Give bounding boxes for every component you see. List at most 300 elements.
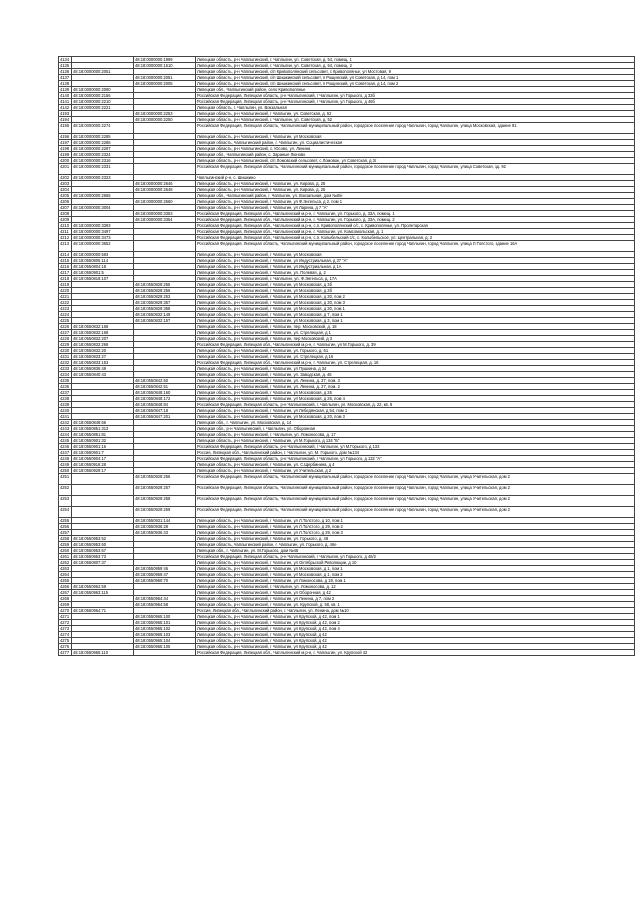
cadastral-number-cell: 48:18:0550962:59 (72, 584, 134, 590)
cadastral-number-cell: 48:18:0000000:2285 (72, 134, 134, 140)
cadastral-number-cell: 48:18:0550964:71 (72, 608, 134, 614)
row-number-cell: 4236 (59, 384, 72, 390)
address-cell: Липецкая область, р-н Чаплыгинский, г Чаплыгин, ул Ленина, д 7, пом 2 (196, 596, 635, 602)
row-number-cell: 4262 (59, 560, 72, 566)
row-number-cell: 4237 (59, 390, 72, 396)
row-number-cell: 4135 (59, 63, 72, 69)
related-cadastral-cell: 48:18:0550960:70 (134, 578, 196, 584)
row-number-cell: 4224 (59, 312, 72, 318)
related-cadastral-cell: 48:18:0550929:258 (134, 496, 196, 507)
row-number-cell: 4272 (59, 620, 72, 626)
address-cell: Липецкая область, р-н Чаплыгинский, г. Чаплыгин, ул. Советская, д. 52 (196, 117, 635, 123)
row-number-cell: 4266 (59, 584, 72, 590)
address-cell: Липецкая область, р-н Чаплыгинский, с/п Шишкинский сельсовет, п Рощинский, ул Советская, д 14, пом 2 (196, 81, 635, 87)
address-cell: Липецкая обл., р-н Чаплыгинский, г. Чаплыгин, ул. Оборонная (196, 426, 635, 432)
row-number-cell: 4221 (59, 294, 72, 300)
cadastral-number-cell: 48:18:0550832:20 (72, 348, 134, 354)
row-number-cell: 4242 (59, 420, 72, 426)
address-cell: Липецкая область, р-н Чаплыгинский, г Чаплыгин, ул Московская, д 3, пом 1 (196, 318, 635, 324)
address-cell: Липецкая область, р-н Чаплыгинский, г Чаплыгин, ул Индустриальная, д 1А (196, 264, 635, 270)
address-cell: Липецкая область, р-н Чаплыгинский, г Чаплыгин, ул Ф.Энгельса, д 2, пом 1 (196, 199, 635, 205)
row-number-cell: 4211 (59, 229, 72, 235)
related-cadastral-cell: 48:18:0550847:18 (134, 408, 196, 414)
row-number-cell: 4260 (59, 548, 72, 554)
row-number-cell: 4270 (59, 608, 72, 614)
related-cadastral-cell (134, 123, 196, 134)
row-number-cell: 4226 (59, 324, 72, 330)
cadastral-number-cell: 48:18:0000000:2286 (72, 140, 134, 146)
cadastral-number-cell: 48:18:0550851:313 (72, 426, 134, 432)
cadastral-number-cell: 48:18:0000000:3004 (72, 205, 134, 211)
row-number-cell: 4256 (59, 524, 72, 530)
document-sheet (58, 56, 628, 656)
address-cell: Липецкая область, р-н Чаплыгинский, г Чаплыгин, ул Московская, д 30, пом 2 (196, 294, 635, 300)
related-cadastral-cell: 48:18:0000000:2660 (134, 199, 196, 205)
address-cell: Липецкая область, р-н Чаплыгинский, г. Чаплыгин, ул. Ломоносова, д. 12 (196, 584, 635, 590)
cadastral-number-cell: 48:18:0550833:27 (72, 354, 134, 360)
row-number-cell: 4230 (59, 348, 72, 354)
row-number-cell: 4250 (59, 468, 72, 474)
table-row (59, 650, 635, 656)
address-cell: Липецкая обл., Чаплыгинский район, г. Чаплыгин, ул. Вокзальная, дом №8/н (196, 193, 635, 199)
row-number-cell: 4232 (59, 360, 72, 366)
related-cadastral-cell: 48:18:0550965:105 (134, 644, 196, 650)
related-cadastral-cell: 48:18:0550829:255 (134, 282, 196, 288)
table-row (59, 474, 635, 485)
row-number-cell: 4222 (59, 300, 72, 306)
row-number-cell: 4217 (59, 270, 72, 276)
row-number-cell: 4274 (59, 632, 72, 638)
table-row (59, 485, 635, 496)
row-number-cell: 4255 (59, 518, 72, 524)
row-number-cell: 4271 (59, 614, 72, 620)
cadastral-number-cell: 48:18:0550851:81 (72, 432, 134, 438)
row-number-cell: 4215 (59, 258, 72, 264)
cadastral-number-cell: 48:18:0550848:66 (72, 420, 134, 426)
address-cell: Российская Федерация, Липецкая область, Чаплыгинский муниципальный район, городское поселение город Чаплыгин, город Чаплыгин, улица Учительская, дом 2 (196, 474, 635, 485)
address-cell: Липецкая область, р-н Чаплыгинский, г Чаплыгин, ул Московская, д 30, пом 1 (196, 306, 635, 312)
cadastral-number-cell: 48:18:0550901:16 (72, 444, 134, 450)
address-cell: Липецкая область, р-н Чаплыгинский, г Чаплыгин, ул Октябрьской Революции, д 10 (196, 560, 635, 566)
row-number-cell: 4268 (59, 596, 72, 602)
address-cell: Российская Федерация, Липецкая область, р-н Чаплыгинский, г Чаплыгин, ул Горького, д 33б (196, 93, 635, 99)
address-cell: Российская Федерация, Липецкая обл., Чаплыгинский м.р-н, с.п. Колыбельский с/с, с. Колыбельское, ул. Центральная, д. 2 (196, 235, 635, 241)
row-number-cell: 4197 (59, 140, 72, 146)
address-cell: Липецкая область, Чаплыгинский район, г. Чаплыгин, ул. Горького, д. 46е (196, 542, 635, 548)
row-number-cell: 4198 (59, 146, 72, 152)
related-cadastral-cell: 48:18:0000000:3353 (134, 211, 196, 217)
related-cadastral-cell: 48:18:0000000:2250 (134, 117, 196, 123)
row-number-cell: 4220 (59, 288, 72, 294)
address-cell: Липецкая область, р-н Чаплыгинский, г Чаплыгин, ул. Ленина, д. 27, пом. 2 (196, 384, 635, 390)
cadastral-number-cell: 48:18:0000000:2051 (72, 69, 134, 75)
row-number-cell: 4261 (59, 554, 72, 560)
row-number-cell: 4202 (59, 175, 72, 181)
row-number-cell: 4259 (59, 542, 72, 548)
cadastral-number-cell: 48:18:0550833:153 (72, 360, 134, 366)
related-cadastral-cell: 48:18:0000000:2648 (134, 187, 196, 193)
address-cell: Чаплыгинский р-н, с. Шишкино (196, 175, 635, 181)
row-number-cell: 4233 (59, 366, 72, 372)
cadastral-number-cell: 48:18:0550963:115 (72, 590, 134, 596)
address-cell: Липецкая область, р-н Чаплыгинский, г Чаплыгин, ул Крупской, д 42, пом 4 (196, 626, 635, 632)
row-number-cell: 4245 (59, 438, 72, 444)
row-number-cell: 4209 (59, 217, 72, 223)
related-cadastral-cell: 48:18:0550929:257 (134, 485, 196, 496)
related-cadastral-cell: 48:18:0000000:1510 (134, 63, 196, 69)
address-cell: Липецкая область, р-н Чаплыгинский, г Чаплыгин, ул Крупской, д 42 (196, 638, 635, 644)
related-cadastral-cell: 48:18:0550965:102 (134, 626, 196, 632)
related-cadastral-cell: 48:18:0000000:2051 (134, 75, 196, 81)
related-cadastral-cell: 48:18:0550959:46 (134, 566, 196, 572)
related-cadastral-cell: 48:18:0550965:101 (134, 620, 196, 626)
address-cell: Липецкая область, р-н Чаплыгинский, г Чаплыгин, ул Крупской, д 42 (196, 632, 635, 638)
address-cell: Липецкая область, р-н Чаплыгинский, г Чаплыгин, ул Московская, д 26, пом 4 (196, 396, 635, 402)
cadastral-number-cell (72, 485, 134, 496)
row-number-cell: 4196 (59, 134, 72, 140)
related-cadastral-cell: 48:18:0550965:104 (134, 638, 196, 644)
row-number-cell: 4243 (59, 426, 72, 432)
row-number-cell: 4265 (59, 578, 72, 584)
row-number-cell: 4263 (59, 566, 72, 572)
related-cadastral-cell (134, 650, 196, 656)
address-cell: Липецкая область, р-н Чаплыгинский, г Чаплыгин, ул Л.Толстого, д 10, пом 1 (196, 518, 635, 524)
address-cell: Липецкая область, р-н Чаплыгинский, г Чаплыгин, ул Оборонная, д 42 (196, 590, 635, 596)
row-number-cell: 4216 (59, 264, 72, 270)
address-cell: Липецкая область, р-н Чаплыгинский, г. Чаплыгин, ул. Советская, д. 54, помещ. 2 (196, 63, 635, 69)
row-number-cell: 4214 (59, 252, 72, 258)
row-number-cell: 4231 (59, 354, 72, 360)
related-cadastral-cell: 48:18:0550964:58 (134, 602, 196, 608)
row-number-cell: 4244 (59, 432, 72, 438)
address-cell: Липецкая область, р-н Чаплыгинский, с. Юсово, ул. Ленина (196, 146, 635, 152)
related-cadastral-cell: 48:18:0000000:3354 (134, 217, 196, 223)
cadastral-number-cell: 48:18:0000000:3393 (72, 223, 134, 229)
related-cadastral-cell: 48:18:0550842:51 (134, 384, 196, 390)
cadastral-number-cell (72, 507, 134, 518)
row-number-cell: 4134 (59, 57, 72, 63)
row-number-cell: 4208 (59, 211, 72, 217)
cadastral-number-cell: 48:18:0550953:60 (72, 542, 134, 548)
related-cadastral-cell: 48:18:0550847:201 (134, 414, 196, 420)
row-number-cell: 4228 (59, 336, 72, 342)
related-cadastral-cell: 48:18:0550929:259 (134, 507, 196, 518)
row-number-cell: 4199 (59, 152, 72, 158)
address-cell: Липецкая область, р-н Чаплыгинский, г Чаплыгин, ул. С.Щербинина, д 4 (196, 462, 635, 468)
related-cadastral-cell: 48:18:0550848:160 (134, 390, 196, 396)
related-cadastral-cell: 48:18:0550929:256 (134, 474, 196, 485)
related-cadastral-cell: 48:18:0550829:253 (134, 294, 196, 300)
cadastral-number-cell: 48:18:0000000:2221 (72, 105, 134, 111)
table-row (59, 164, 635, 175)
cadastral-number-cell: 48:18:0550901:5 (72, 270, 134, 276)
address-cell: Липецкая область, р-н Чаплыгинский, г Чаплыгин, пер. Московский, д. 18 (196, 324, 635, 330)
address-cell: Российская Федерация, Липецкая область, р-н Чаплыгинский, г Чаплыгин, ул М.Горького, д 133 (196, 444, 635, 450)
address-cell: Липецкая область, р-н Чаплыгинский, г Чаплыгин, ул Л.Толстого, д 29, пом 2 (196, 524, 635, 530)
cadastral-table (58, 56, 635, 656)
row-number-cell: 4223 (59, 306, 72, 312)
row-number-cell: 4136 (59, 69, 72, 75)
cadastral-number-cell: 48:18:0550929:17 (72, 468, 134, 474)
row-number-cell: 4203 (59, 181, 72, 187)
address-cell: Российская Федерация, Липецкая область, р-н Чаплыгинский, г Чаплыгин, ул Горького, д 132 "А" (196, 456, 635, 462)
related-cadastral-cell: 48:18:0550964:44 (134, 596, 196, 602)
related-cadastral-cell: 48:18:0000000:2005 (134, 81, 196, 87)
address-cell: Липецкая область, р-н Чаплыгинский, г Чаплыгин, ул. Стрелецкая, д 1 (196, 330, 635, 336)
address-cell: Липецкая область, р-н Чаплыгинский, г Чаплыгин, ул Ларина, д 7 "А" (196, 205, 635, 211)
address-cell: Липецкая область, р-н Чаплыгинский, г Чаплыгин, ул Московская, д 26 (196, 390, 635, 396)
row-number-cell: 4140 (59, 93, 72, 99)
row-number-cell: 4276 (59, 644, 72, 650)
address-cell: Российская Федерация, Липецкая область, Чаплыгинский муниципальный район, городское поселение город Чаплыгин, город Чаплыгин, улица Учительская, дом 2 (196, 485, 635, 496)
cadastral-number-cell: 48:18:0550832:207 (72, 336, 134, 342)
row-number-cell: 4218 (59, 276, 72, 282)
cadastral-number-cell: 48:18:0000000:2090 (72, 87, 134, 93)
cadastral-number-cell: 48:18:0000000:593 (72, 252, 134, 258)
address-cell: Российская Федерация, Липецкая область, р-н Чаплыгинский, г Чаплыгин, ул Горького, д 46/2 (196, 554, 635, 560)
related-cadastral-cell: 48:18:0550848:84 (134, 402, 196, 408)
row-number-cell: 4258 (59, 536, 72, 542)
address-cell: Липецкая область, р-н Чаплыгинский, г Чаплыгин, ул Московская, д 1, пом 2 (196, 572, 635, 578)
address-cell: Липецкая область, р-н Чаплыгинский, г Чаплыгин, ул Московская, д 3б (196, 282, 635, 288)
cadastral-number-cell: 48:18:0550818:107 (72, 276, 134, 282)
cadastral-number-cell: 48:18:0000000:2210 (72, 99, 134, 105)
row-number-cell: 4229 (59, 342, 72, 348)
address-cell: Липецкая область, р-н Чаплыгинский, г Чаплыгин, ул Учительская, д 2 (196, 468, 635, 474)
related-cadastral-cell: 48:18:0550832:149 (134, 312, 196, 318)
row-number-cell: 4241 (59, 414, 72, 420)
related-cadastral-cell: 48:18:0550936:43 (134, 530, 196, 536)
address-cell: Липецкая область, Чаплыгинский район, г. Чаплыгин, ул. Социалистическая (196, 140, 635, 146)
cadastral-number-cell: 48:18:0000000:3497 (72, 229, 134, 235)
row-number-cell: 4247 (59, 450, 72, 456)
row-number-cell: 4238 (59, 396, 72, 402)
address-cell: Россия, Липецкая обл., Чаплыгинский район, г. Чаплыгин, ул. Ленина, дом №10 (196, 608, 635, 614)
address-cell: Липецкая область, р-н Чаплыгинский, с/п Кривополянский сельсовет, с Кривополянье, ул Мостовая, 9 (196, 69, 635, 75)
cadastral-number-cell: 48:18:0000000:2665 (72, 193, 134, 199)
address-cell: Липецкая область, р-н Чаплыгинский, г Чаплыгин, ул Московская (196, 252, 635, 258)
cadastral-number-cell (72, 496, 134, 507)
row-number-cell: 4201 (59, 164, 72, 175)
row-number-cell: 4194 (59, 117, 72, 123)
related-cadastral-cell: 48:18:0550848:172 (134, 396, 196, 402)
row-number-cell: 4227 (59, 330, 72, 336)
address-cell: Липецкая область, р-н Чаплыгинский, г Чаплыгин, ул Пушкина, д 34 (196, 366, 635, 372)
address-cell: Российская Федерация, Липецкая область, Чаплыгинский муниципальный район, городское поселение город Чаплыгин, город Чаплыгин, улица Московская, здание 91 (196, 123, 635, 134)
cadastral-number-cell: 48:18:0000000:3473 (72, 235, 134, 241)
related-cadastral-cell: 48:18:0550829:358 (134, 306, 196, 312)
row-number-cell: 4210 (59, 223, 72, 229)
address-cell: Липецкая область, р-н Чаплыгинский, г Чаплыгин, пер Московский, д 3 (196, 336, 635, 342)
address-cell: Липецкая область, р-н Чаплыгинский, г Чаплыгин, ул Московская (196, 134, 635, 140)
address-cell: Липецкая область, р-н Чаплыгинский, г Чаплыгин, ул Л.Толстого, д 29, пом 3 (196, 530, 635, 536)
cadastral-number-cell: 48:18:0550832:168 (72, 324, 134, 330)
address-cell: Липецкая область, р-н Чаплыгинский, с/п Шишкинский сельсовет, п Рощинский, ул Советская, д 14, пом 1 (196, 75, 635, 81)
cadastral-number-cell: 48:18:0550832:269 (72, 342, 134, 348)
cadastral-number-cell: 48:18:0000000:2316 (72, 158, 134, 164)
address-cell: Российская Федерация, Липецкая обл., Чаплыгинский м.р-н, г. Чаплыгин, ул. Комсомольская, д. 1 (196, 229, 635, 235)
row-number-cell: 4142 (59, 105, 72, 111)
related-cadastral-cell: 48:18:0550829:256 (134, 288, 196, 294)
cadastral-number-cell: 48:18:0550901:32 (72, 438, 134, 444)
related-cadastral-cell: 48:18:0550959:47 (134, 572, 196, 578)
address-cell: Российская Федерация, Липецкая обл., Чаплыгинский м.р-н, г. Чаплыгин, ул. Горького, д. 33А, помещ. 2 (196, 217, 635, 223)
row-number-cell: 4249 (59, 462, 72, 468)
address-cell: Россия, Липецкая обл., Чаплыгинский район, г. Чаплыгин, ул. М. Горького, дом №134 (196, 450, 635, 456)
row-number-cell: 4235 (59, 378, 72, 384)
address-cell: Липецкая область, р-н Чаплыгинский, г Чаплыгин, ул Крупской, д 42, пом 1 (196, 614, 635, 620)
row-number-cell: 4275 (59, 638, 72, 644)
address-cell: Российская Федерация, Липецкая область, Чаплыгинский муниципальный район, городское поселение город Чаплыгин, город Чаплыгин, улица Л.Толстого, здание 16А (196, 241, 635, 252)
row-number-cell: 4193 (59, 111, 72, 117)
cadastral-number-cell: 48:18:0550807:37 (72, 560, 134, 566)
address-cell: Липецкая область, р-н Чаплыгинский, г Чаплыгин, ул. Кирова, д. 25 (196, 181, 635, 187)
address-cell: Липецкая обл., Чаплыгинский район, с. Зараные Люново (196, 152, 635, 158)
address-cell: Липецкая область, р-н Чаплыгинский, г Чаплыгин, ул. Заводская, д. 46 (196, 372, 635, 378)
address-cell: Липецкая область, р-н Чаплыгинский, г Чаплыгин, ул Московская, д 30, пом 3 (196, 300, 635, 306)
address-cell: Липецкая область, р-н Чаплыгинский, г Чаплыгин, ул. Стрелецкая, д 16 (196, 354, 635, 360)
table-body (59, 57, 635, 656)
row-number-cell: 4251 (59, 474, 72, 485)
row-number-cell: 4252 (59, 485, 72, 496)
address-cell: Российская Федерация, Липецкая обл., Чаплыгинский м.р-н, г. Чаплыгин, ул. Стрелецкая, д. 16 (196, 360, 635, 366)
address-cell: Липецкая область, р-н Чаплыгинский, г Чаплыгин, ул Крупской, д 42, пом 2 (196, 620, 635, 626)
address-cell: Липецкая область, р-н Чаплыгинский, г Чаплыгин, ул. Горького, д. 61 (196, 348, 635, 354)
address-cell: Липецкая область, р-н Чаплыгинский, с/п Ломовский сельсовет, с Ломовое, ул Советская, д 3г (196, 158, 635, 164)
row-number-cell: 4138 (59, 81, 72, 87)
address-cell: Липецкая область, р-н Чаплыгинский, г Чаплыгин, ул Индустриальная, д 37 "А" (196, 258, 635, 264)
cadastral-number-cell: 48:18:0000000:2297 (72, 146, 134, 152)
row-number-cell: 4240 (59, 408, 72, 414)
address-cell: Российская Федерация, Липецкая область, Чаплыгинский муниципальный район, городское поселение город Чаплыгин, город Чаплыгин, улица Советская, зд. 92 (196, 164, 635, 175)
row-number-cell: 4206 (59, 199, 72, 205)
cadastral-number-cell: 48:18:0550965:110 (72, 650, 134, 656)
row-number-cell: 4269 (59, 602, 72, 608)
address-cell: Липецкая область, р-н Чаплыгинский, г. Чаплыгин, ул. Ломоносова, д. 17 (196, 432, 635, 438)
address-cell: Российская Федерация, Липецкая обл., Чаплыгинский м.р-н, г. Чаплыгин, ул. Горького, д. 33А, помещ. 1 (196, 211, 635, 217)
related-cadastral-cell: 48:18:0550842:50 (134, 378, 196, 384)
address-cell: Липецкая область, р-н Чаплыгинский, г Чаплыгин, ул Московская, д 7, пом 1 (196, 312, 635, 318)
cadastral-number-cell: 48:18:0550953:73 (72, 554, 134, 560)
address-cell: Липецкая область, р-н Чаплыгинский, г Чаплыгин, ул. Крупской, д. 58, кв. 1 (196, 602, 635, 608)
related-cadastral-cell: 48:18:0000000:2646 (134, 181, 196, 187)
address-cell: Липецкая обл., г. Чаплыгин, ул. Московская, д. 14 (196, 420, 635, 426)
cadastral-number-cell: 48:18:0000000:2331 (72, 164, 134, 175)
address-cell: Российская Федерация, Липецкая область, р-н Чаплыгинский, г. Чаплыгин, ул. Московская, д. 22, кв. 8 (196, 402, 635, 408)
row-number-cell: 4246 (59, 444, 72, 450)
row-number-cell: 4267 (59, 590, 72, 596)
address-cell: Липецкая область, г. Чаплыгин, ул. Вокзальная (196, 105, 635, 111)
row-number-cell: 4257 (59, 530, 72, 536)
address-cell: Липецкая область, р-н Чаплыгинский, г. Чаплыгин, ул. Советская, д. 54, помещ. 1 (196, 57, 635, 63)
related-cadastral-cell (134, 164, 196, 175)
row-number-cell: 4234 (59, 372, 72, 378)
address-cell: Липецкая область, р-н Чаплыгинский, г Чаплыгин, ул Московская, д 1, пом 1 (196, 566, 635, 572)
row-number-cell: 4219 (59, 282, 72, 288)
address-cell: Липецкая область, р-н Чаплыгинский, г Чаплыгин, ул Московская, д 3б (196, 288, 635, 294)
row-number-cell: 4213 (59, 241, 72, 252)
address-cell: Липецкая область, р-н Чаплыгинский, г Чаплыгин, ул. Кирова, д. 25 (196, 187, 635, 193)
cadastral-number-cell: 48:18:0550901:7 (72, 450, 134, 456)
cadastral-number-cell: 48:18:0550916:28 (72, 462, 134, 468)
row-number-cell: 4207 (59, 205, 72, 211)
address-cell: Липецкая область, р-н Чаплыгинский, г Чаплыгин, ул Лебедянская, д 54, пом 1 (196, 408, 635, 414)
cadastral-number-cell: 48:18:0550953:52 (72, 536, 134, 542)
row-number-cell: 4225 (59, 318, 72, 324)
cadastral-number-cell: 48:18:0000000:2274 (72, 123, 134, 134)
address-cell: Липецкая обл., Чаплыгинский район, село Кривополянье (196, 87, 635, 93)
address-cell: Российская Федерация, Липецкая обл., Чаплыгинский м.р-н, г. Чаплыгин, ул М.Горького, д. 39 (196, 342, 635, 348)
related-cadastral-cell: 48:18:0550965:100 (134, 614, 196, 620)
row-number-cell: 4212 (59, 235, 72, 241)
row-number-cell: 4205 (59, 193, 72, 199)
address-cell: Липецкая область, р-н Чаплыгинский, г Чаплыгин, ул. Полевая, д. 2 (196, 270, 635, 276)
row-number-cell: 4273 (59, 626, 72, 632)
row-number-cell: 4200 (59, 158, 72, 164)
cadastral-number-cell (72, 474, 134, 485)
cadastral-number-cell: 48:18:0550904:17 (72, 456, 134, 462)
related-cadastral-cell (134, 241, 196, 252)
address-cell: Российская Федерация, Липецкая область, Чаплыгинский муниципальный район, городское поселение город Чаплыгин, город Чаплыгин, улица Учительская, дом 2 (196, 507, 635, 518)
table-row (59, 507, 635, 518)
cadastral-number-cell: 48:18:0550840:43 (72, 372, 134, 378)
row-number-cell: 4253 (59, 496, 72, 507)
related-cadastral-cell: 48:18:0550832:157 (134, 318, 196, 324)
related-cadastral-cell: 48:18:0550965:103 (134, 632, 196, 638)
row-number-cell: 4239 (59, 402, 72, 408)
cadastral-number-cell: 48:18:0550805:114 (72, 258, 134, 264)
cadastral-number-cell: 48:18:0550953:67 (72, 548, 134, 554)
row-number-cell: 4195 (59, 123, 72, 134)
related-cadastral-cell: 48:18:0000000:2253 (134, 111, 196, 117)
cadastral-number-cell: 48:18:0000000:3652 (72, 241, 134, 252)
address-cell: Российская Федерация, Липецкая обл., Чаплыгинский м.р-н, с.п. Кривополянский с/с, с. Кривополянье, ул. Пролетарская (196, 223, 635, 229)
related-cadastral-cell: 48:18:0550936:28 (134, 524, 196, 530)
cadastral-number-cell: 48:18:0550836:49 (72, 366, 134, 372)
row-number-cell: 4248 (59, 456, 72, 462)
address-cell: Липецкая область, р-н Чаплыгинский, г Чаплыгин, ул Крупской, д 42 (196, 644, 635, 650)
address-cell: Липецкая область, р-н Чаплыгинский, г. Чаплыгин, ул. Ф.Энгельса, д. 17А (196, 276, 635, 282)
cadastral-number-cell: 48:18:0550804:18 (72, 264, 134, 270)
address-cell: Липецкая область, р-н Чаплыгинский, г Чаплыгин, ул. Горького, д. 48 (196, 536, 635, 542)
row-number-cell: 4204 (59, 187, 72, 193)
cadastral-number-cell: 48:18:0000000:2323 (72, 175, 134, 181)
row-number-cell: 4139 (59, 87, 72, 93)
address-cell: Российская Федерация, Липецкая область, р-н Чаплыгинский, г Чаплыгин, ул Горького, д 46б (196, 99, 635, 105)
row-number-cell: 4277 (59, 650, 72, 656)
cadastral-number-cell: 48:18:0000000:2156 (72, 93, 134, 99)
address-cell: Российская Федерация, Липецкая область, Чаплыгинский муниципальный район, городское поселение город Чаплыгин, город Чаплыгин, улица Учительская, дом 2 (196, 496, 635, 507)
row-number-cell: 4137 (59, 75, 72, 81)
related-cadastral-cell: 48:18:0550829:357 (134, 300, 196, 306)
row-number-cell: 4264 (59, 572, 72, 578)
address-cell: Липецкая область, р-н Чаплыгинский, г Чаплыгин, ул. Ленина, д. 27, пом. 3 (196, 378, 635, 384)
table-row (59, 241, 635, 252)
address-cell: Российская Федерация, Липецкая обл., Чаплыгинский м.р-н, г. Чаплыгин, ул. Крупской 42 (196, 650, 635, 656)
related-cadastral-cell: 48:18:0550931:144 (134, 518, 196, 524)
table-row (59, 496, 635, 507)
address-cell: Липецкая область, р-н Чаплыгинский, г Чаплыгин, ул Московская, д 20, пом 3 (196, 414, 635, 420)
row-number-cell: 4141 (59, 99, 72, 105)
cadastral-number-cell: 48:18:0000000:2324 (72, 152, 134, 158)
related-cadastral-cell: 48:18:0000000:1999 (134, 57, 196, 63)
address-cell: Липецкая область, р-н Чаплыгинский, г Чаплыгин, ул. Советская, д. 52 (196, 111, 635, 117)
address-cell: Липецкая область, р-н Чаплыгинский, г Чаплыгин, ул Ломоносова, д 19, пом 1 (196, 578, 635, 584)
address-cell: Липецкая область, р-н Чаплыгинский, г Чаплыгин, ул М.Горького, д 134 "Б" (196, 438, 635, 444)
table-row (59, 123, 635, 134)
row-number-cell: 4254 (59, 507, 72, 518)
address-cell: Липецкая обл., г. Чаплыгин, ул. М.Горького, дом №46 (196, 548, 635, 554)
